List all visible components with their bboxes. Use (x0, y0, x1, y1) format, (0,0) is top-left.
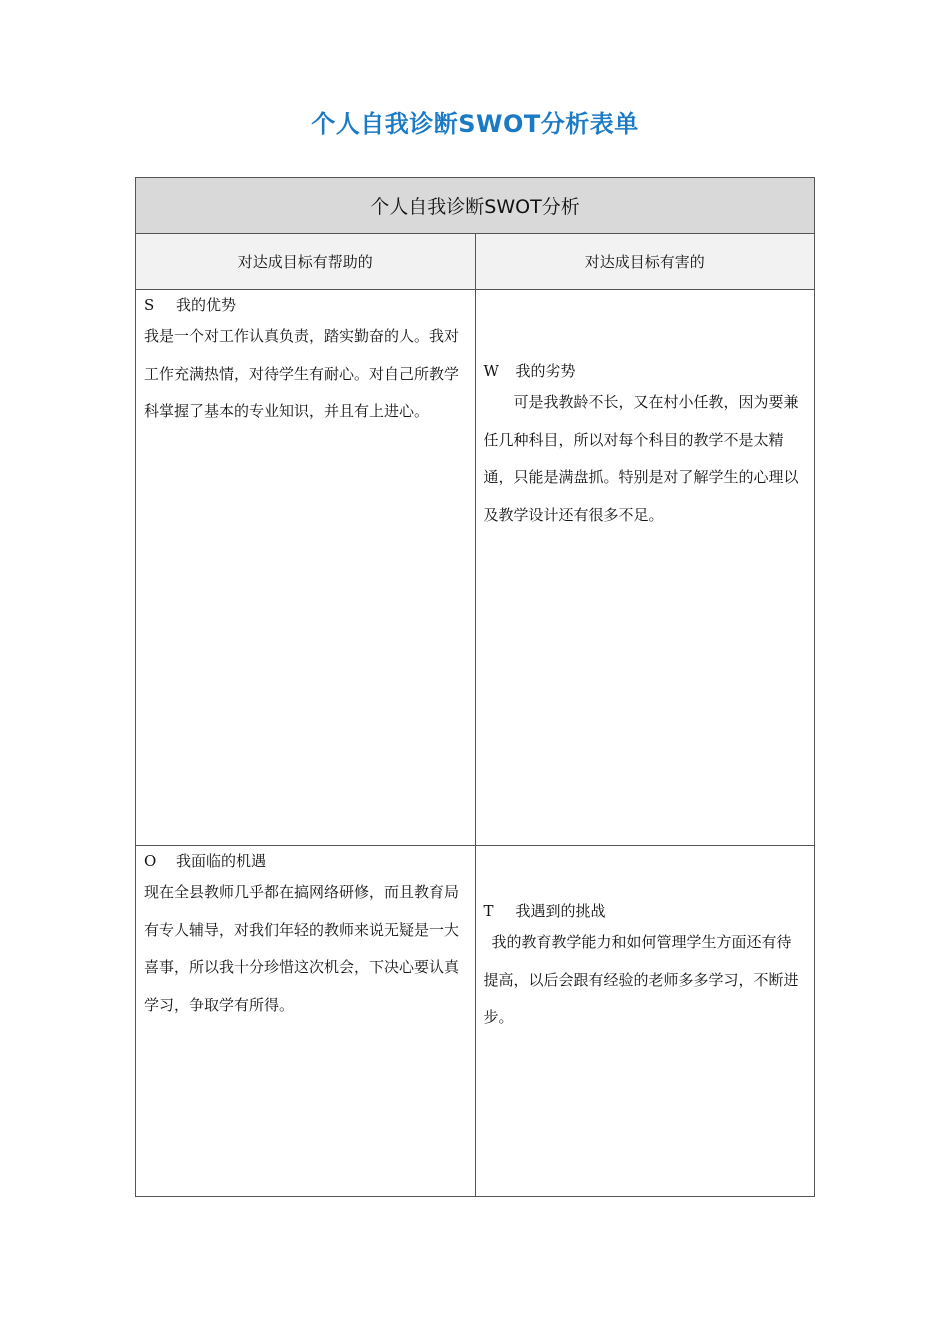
weaknesses-label (484, 358, 807, 384)
opportunities-title: 我面临的机遇 (176, 852, 267, 870)
opportunities-label (144, 848, 467, 874)
swot-table (135, 177, 815, 1197)
strengths-title: 我的优势 (176, 296, 237, 314)
strengths-cell (136, 290, 476, 846)
threats-label (484, 898, 807, 924)
threats-cell (475, 846, 815, 1197)
weaknesses-title: 我的劣势 (515, 362, 576, 380)
strengths-label (144, 292, 467, 318)
column-helpful: 对达成目标有帮助的 (136, 234, 476, 290)
opportunities-letter: O (144, 852, 157, 870)
threats-text: 我的教育教学能力和如何管理学生方面还有待提高，以后会跟有经验的老师多多学习，不断进步。 (483, 933, 799, 1026)
strengths-letter: S (144, 296, 155, 314)
document-title: 个人自我诊断SWOT分析表单 (311, 110, 639, 138)
weaknesses-cell (475, 290, 815, 846)
opportunities-text: 现在全县教师几乎都在搞网络研修，而且教育局有专人辅导，对我们年轻的教师来说无疑是一大喜事，所以我十分珍惜这次机会，下决心要认真学习，争取学有所得。 (144, 883, 460, 1014)
threats-letter: T (483, 902, 494, 920)
strengths-text: 我是一个对工作认真负责，踏实勤奋的人。我对工作充满热情，对待学生有耐心。对自己所教学科掌握了基本的专业知识，并且有上进心。 (144, 327, 460, 420)
column-harmful: 对达成目标有害的 (475, 234, 815, 290)
table-header: 个人自我诊断SWOT分析 (136, 178, 815, 234)
opportunities-cell (136, 846, 476, 1197)
threats-title: 我遇到的挑战 (515, 902, 606, 920)
weaknesses-text: 可是我教龄不长，又在村小任教，因为要兼任几种科目，所以对每个科目的教学不是太精通，只能是满盘抓。特别是对了解学生的心理以及教学设计还有很多不足。 (483, 393, 799, 524)
weaknesses-letter: W (483, 362, 499, 380)
